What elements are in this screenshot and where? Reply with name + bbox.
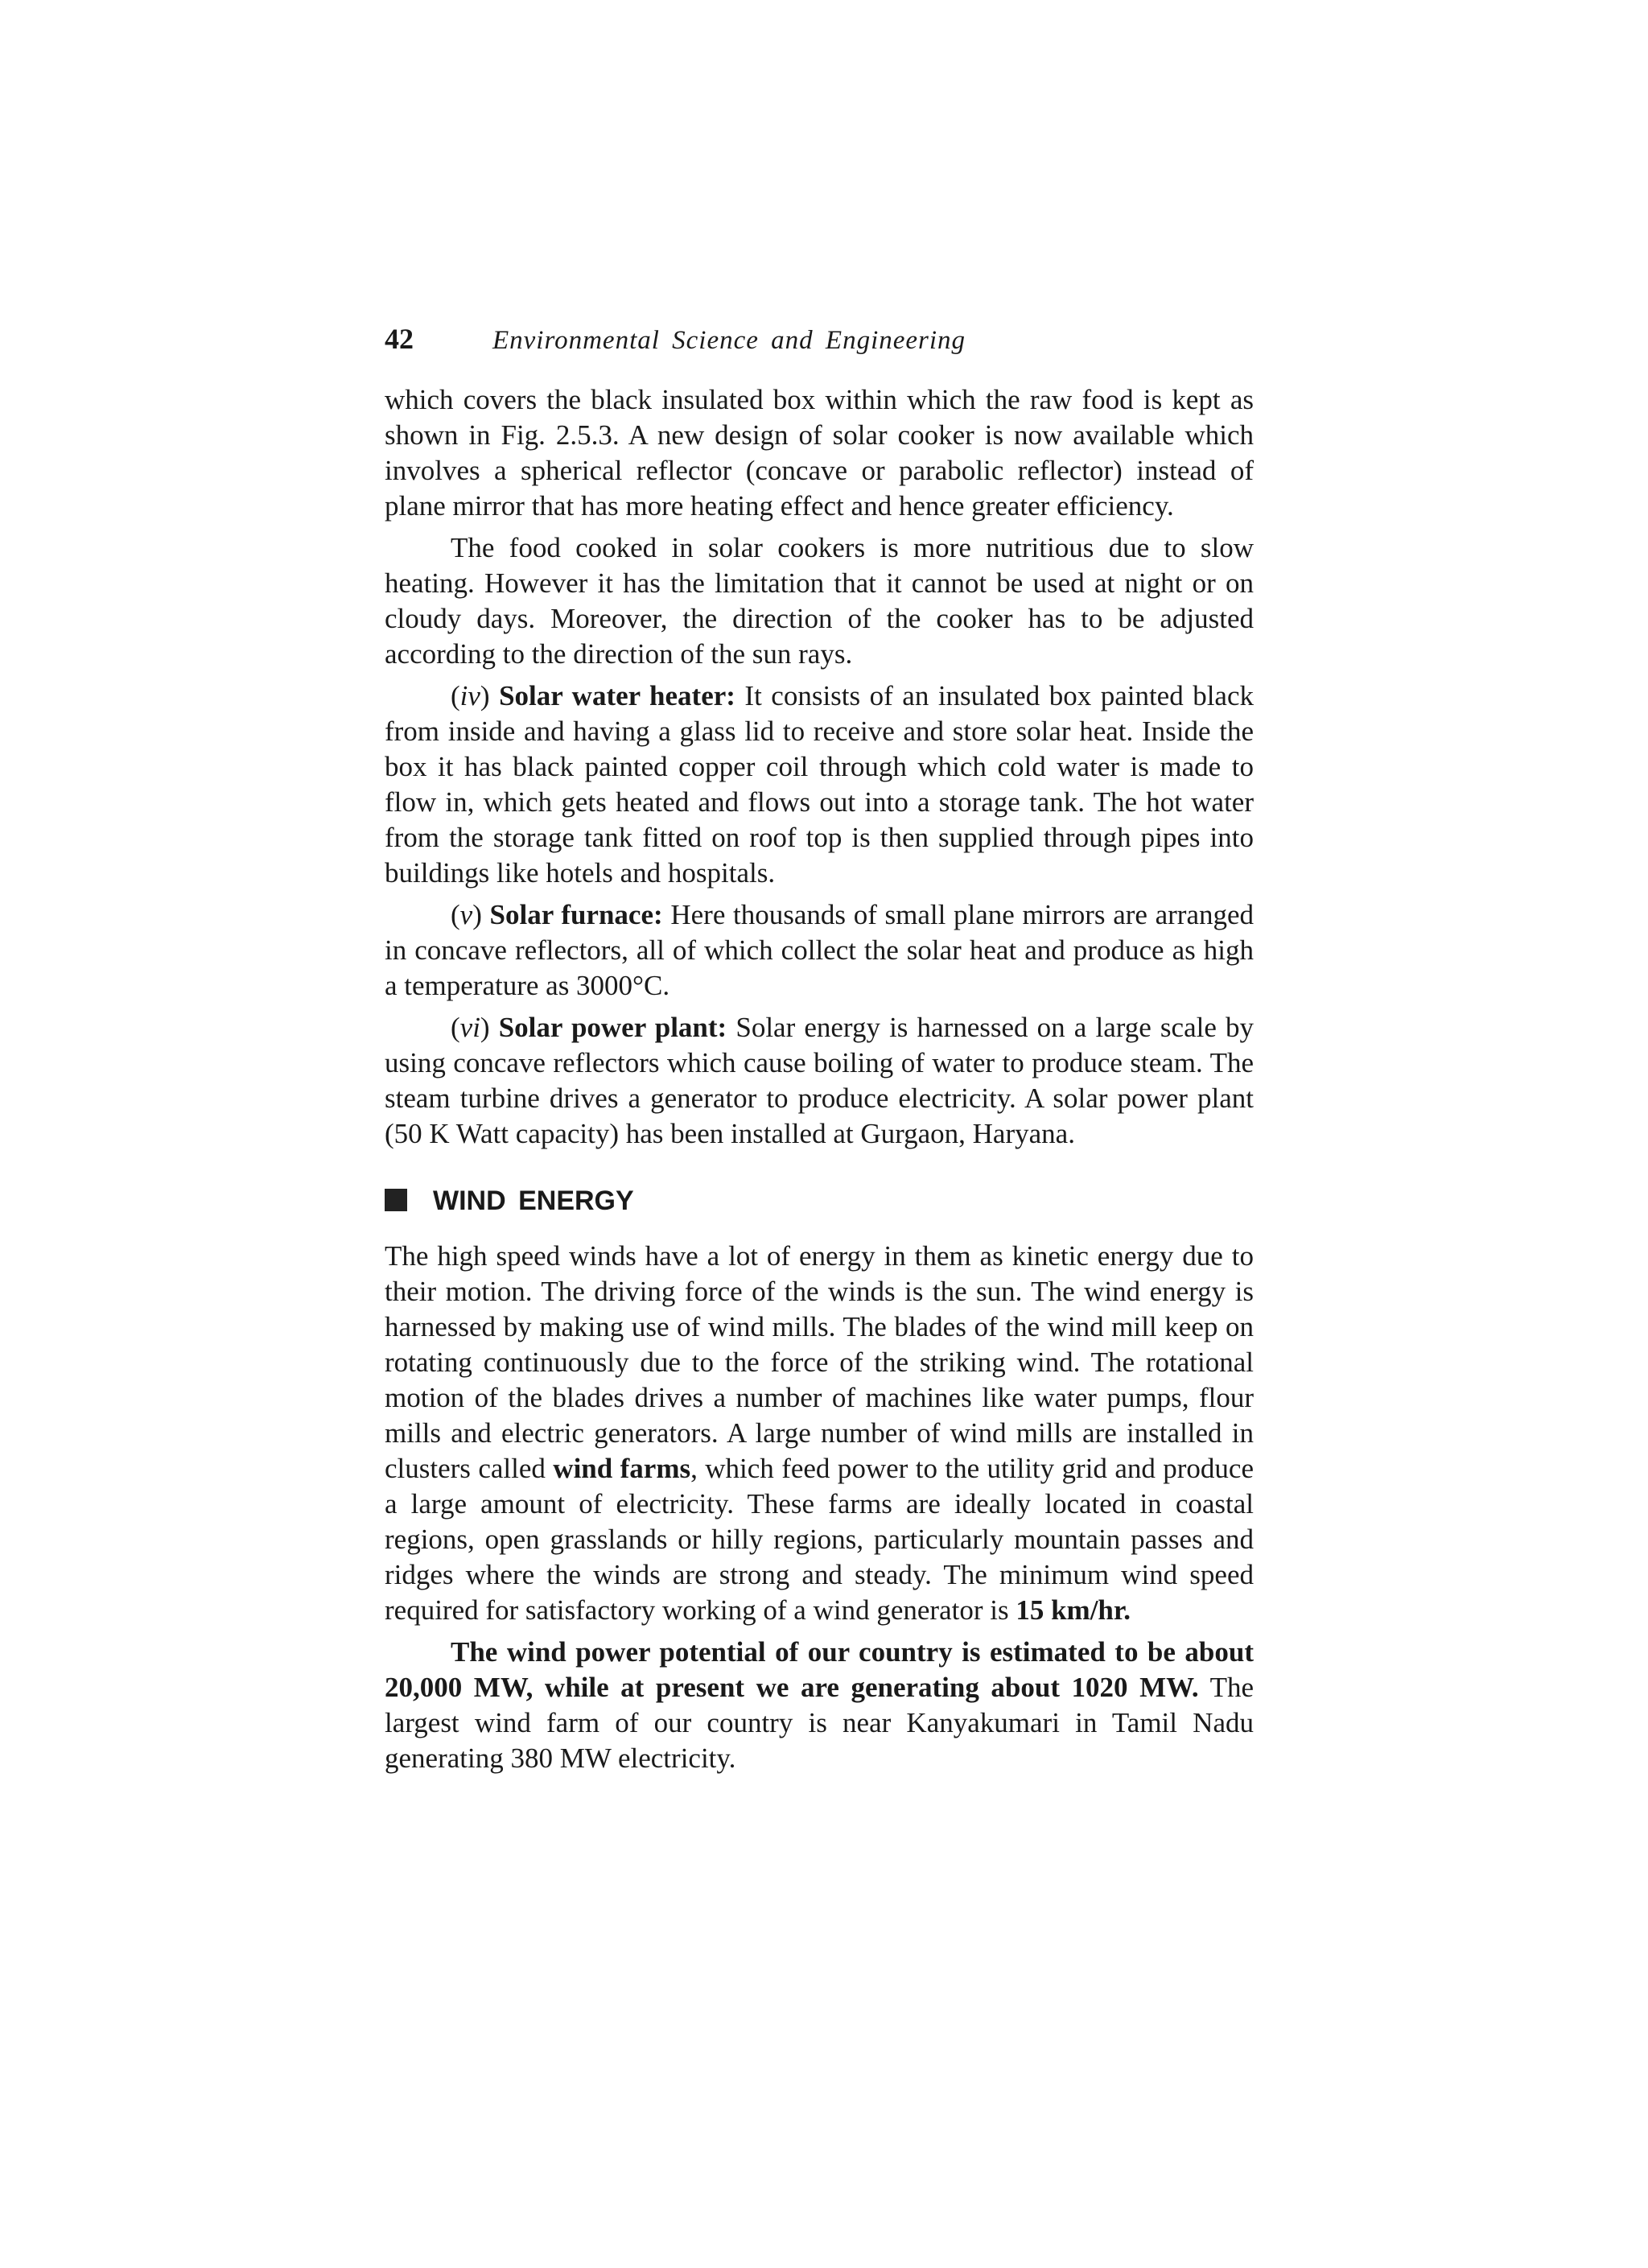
list-item-solar-power-plant <box>385 1010 1254 1152</box>
item-open-paren: ( <box>451 680 460 711</box>
item-text: Here thousands of small plane mirrors are arranged in concave reflectors, all of which collect the solar heat and produce as high a temperature as 3000°C. <box>385 899 1255 1001</box>
paragraph-text: The high speed winds have a lot of energy in them as kinetic energy due to their motion. The driving force of the winds is the sun. The wind energy is harnessed by making use of wind mills. The blades of the wind mill keep on rotating continuously due to the force of the striking wind. The rotational motion of the blades drives a number of machines like water pumps, flour mills and electric generators. A large number of wind mills are installed in clusters called <box>385 1240 1254 1484</box>
item-close-paren: ) <box>472 899 490 930</box>
item-numeral: v <box>459 899 473 930</box>
item-term: Solar water heater: <box>499 680 735 711</box>
square-bullet-icon <box>385 1189 407 1211</box>
item-term: Solar furnace: <box>489 899 663 930</box>
paragraph-wind-energy <box>385 1239 1254 1628</box>
item-numeral: iv <box>459 680 480 711</box>
page-number: 42 <box>385 323 414 355</box>
paragraph-text: which covers the black insulated box within which the raw food is kept as shown in Fig. 2.5.3. A new design of solar cooker is now available which involves a spherical reflector (concave or parabolic reflector) instead of plane mirror that has more heating effect and hence greater efficiency. <box>385 384 1254 522</box>
running-title: Environmental Science and Engineering <box>492 326 966 355</box>
paragraph-solar-cooker-continued <box>385 382 1254 524</box>
item-text: Solar energy is harnessed on a large scale by using concave reflectors which cause boiling of water to produce steam. The steam turbine drives a generator to produce electricity. A solar power plant (50 K Watt capacity) has been installed at Gurgaon, Haryana. <box>385 1012 1254 1149</box>
paragraph-text: The food cooked in solar cookers is more nutritious due to slow heating. However it has the limitation that it cannot be used at night or on cloudy days. Moreover, the direction of the cooker has to be adjusted according to the direction of the sun rays. <box>385 532 1254 670</box>
item-close-paren: ) <box>480 1012 499 1043</box>
item-open-paren: ( <box>451 1012 460 1043</box>
item-text: It consists of an insulated box painted black from inside and having a glass lid to receive and store solar heat. Inside the box it has black painted copper coil through which cold water is made to flow in, which gets heated and flows out into a storage tank. The hot water from the storage tank fitted on roof top is then supplied through pipes into buildings like hotels and hospitals. <box>385 680 1254 889</box>
paragraph-solar-cooker-limitations <box>385 530 1254 672</box>
paragraph-text: , which feed power to the utility grid and produce a large amount of electricity. These farms are ideally located in coastal regions, open grasslands or hilly regions, particularly mountain passes and ridges where the winds are strong and steady. The minimum wind speed required for satisfactory working of a wind generator is <box>385 1453 1255 1626</box>
bold-statement: The wind power potential of our country is estimated to be about 20,000 MW, while at present we are generating about 1020 MW. <box>385 1636 1254 1703</box>
item-close-paren: ) <box>480 680 500 711</box>
page-header <box>385 319 1254 359</box>
list-item-solar-furnace <box>385 897 1254 1004</box>
page-body <box>385 382 1254 1783</box>
bold-value: 15 km/hr. <box>1016 1594 1131 1626</box>
item-term: Solar power plant: <box>498 1012 727 1043</box>
list-item-solar-water-heater <box>385 678 1254 891</box>
paragraph-text: The largest wind farm of our country is near Kanyakumari in Tamil Nadu generating 380 MW electricity. <box>385 1672 1254 1774</box>
section-heading-wind-energy <box>385 1182 1254 1219</box>
paragraph-wind-potential <box>385 1635 1254 1776</box>
bold-term: wind farms <box>553 1453 691 1484</box>
item-numeral: vi <box>459 1012 480 1043</box>
item-open-paren: ( <box>451 899 460 930</box>
section-heading-text: WIND ENERGY <box>433 1186 634 1216</box>
